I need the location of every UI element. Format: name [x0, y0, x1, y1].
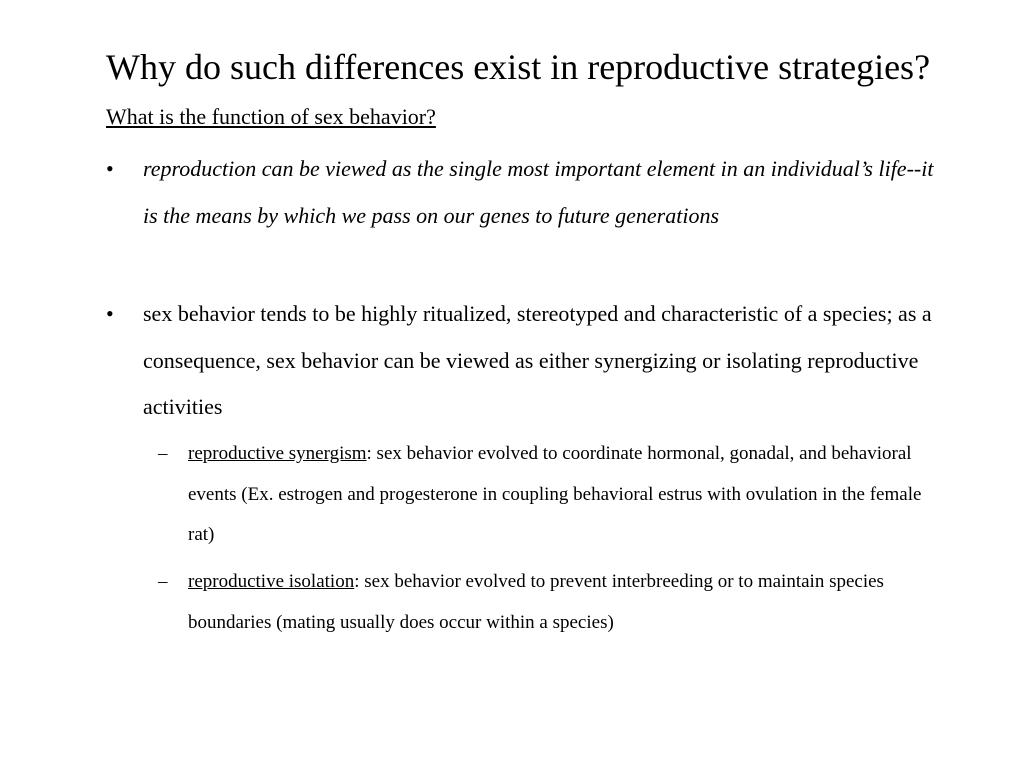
sub-bullet-marker: –: [158, 443, 168, 464]
slide-subtitle: What is the function of sex behavior?: [106, 104, 436, 129]
bullet-text: reproduction can be viewed as the single most important element in an individual’s life--it is the means by which we pass on our genes to future generations: [143, 156, 934, 228]
slide-title: Why do such differences exist in reproductive strategies?: [106, 47, 931, 87]
sub-bullet-text: : sex behavior evolved to coordinate hormonal, gonadal, and behavioral events (Ex. estrogen and progesterone in coupling behavioral estrus with ovulation in the female rat): [188, 443, 922, 545]
sub-bullet-marker: –: [158, 571, 168, 592]
sub-bullet-text: : sex behavior evolved to prevent interbreeding or to maintain species boundaries (mating usually does occur within a species): [188, 571, 884, 633]
sub-bullet-term: reproductive isolation: [188, 571, 355, 592]
bullet-marker: •: [106, 156, 114, 181]
bullet-text: sex behavior tends to be highly ritualized, stereotyped and characteristic of a species; as a consequence, sex behavior can be viewed as either synergizing or isolating reproductive activities: [143, 301, 932, 419]
sub-bullet-text-container: [188, 562, 928, 643]
sub-bullet-term: reproductive synergism: [188, 443, 367, 464]
sub-bullet-text-container: [188, 434, 928, 556]
bullet-marker: •: [106, 301, 114, 326]
